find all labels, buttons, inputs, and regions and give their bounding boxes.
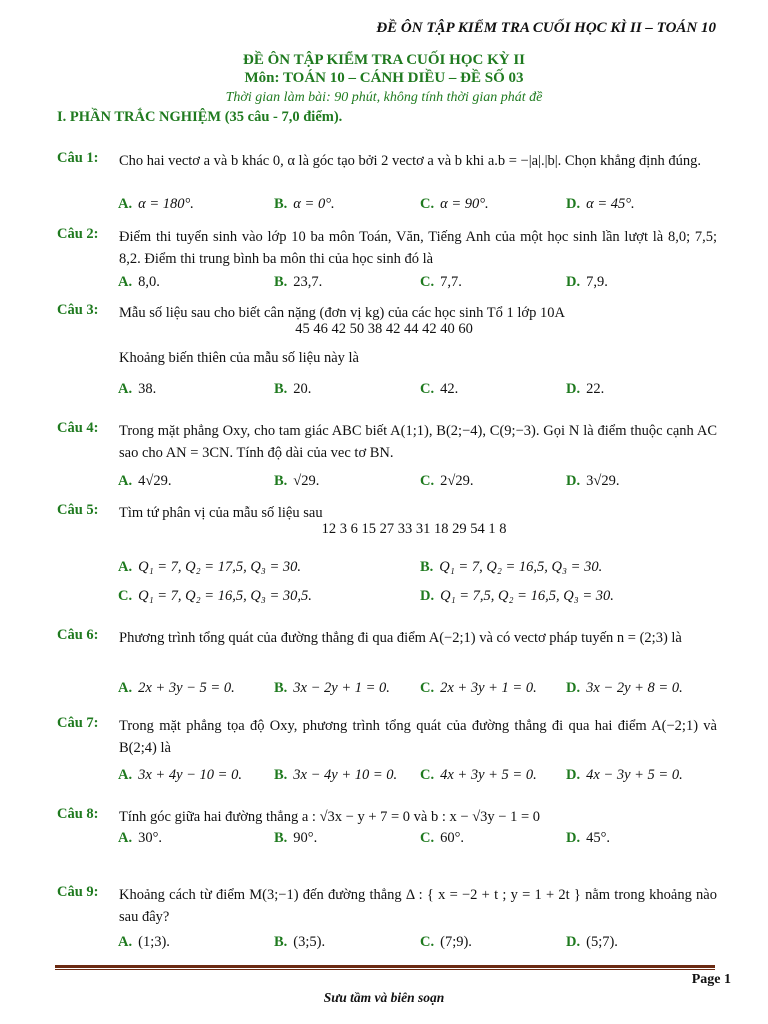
option-d[interactable]: D. α = 45°.	[566, 196, 635, 212]
question-number: Câu 4:	[57, 420, 99, 436]
option-a[interactable]: A. 3x + 4y − 10 = 0.	[118, 767, 242, 783]
page-number: Page 1	[691, 972, 731, 987]
option-c[interactable]: C. 2x + 3y + 1 = 0.	[420, 680, 537, 696]
exam-time: Thời gian làm bài: 90 phút, không tính thời gian phát đề	[225, 90, 543, 105]
option-b[interactable]: B. (3;5).	[274, 934, 326, 950]
question-number: Câu 1:	[57, 150, 99, 166]
option-d[interactable]: D. Q₁ = 7,5, Q₂ = 16,5, Q₃ = 30.	[420, 588, 614, 604]
question-number: Câu 2:	[57, 226, 99, 242]
question-text-2: Khoảng biến thiên của mẫu số liệu này là	[119, 350, 359, 366]
option-b[interactable]: B. Q₁ = 7, Q₂ = 16,5, Q₃ = 30.	[420, 559, 603, 575]
question-number: Câu 5:	[57, 502, 99, 518]
question-text: Cho hai vectơ a và b khác 0, α là góc tạo bởi 2 vectơ a và b khi a.b = −|a|.|b|. Chọn khẳng định đúng.	[119, 153, 702, 169]
question-text: Khoảng cách từ điểm M(3;−1) đến đường thẳng Δ : { x = −2 + t ; y = 1 + 2t } nằm trong khoảng nào sau đây?	[119, 887, 717, 925]
question-number: Câu 8:	[57, 806, 99, 822]
question-text: Mẫu số liệu sau cho biết cân nặng (đơn vị kg) của các học sinh Tổ 1 lớp 10A	[119, 305, 565, 321]
question-9	[57, 884, 717, 929]
exam-title: ĐỀ ÔN TẬP KIỂM TRA CUỐI HỌC KỲ II	[243, 52, 525, 68]
question-number: Câu 7:	[57, 715, 99, 731]
option-b[interactable]: B. √29.	[274, 473, 320, 489]
option-d[interactable]: D. 4x − 3y + 5 = 0.	[566, 767, 683, 783]
footer-divider	[55, 965, 715, 968]
option-b[interactable]: B. 20.	[274, 381, 312, 397]
question-6	[57, 627, 717, 672]
question-number: Câu 3:	[57, 302, 99, 318]
footer-divider-thin	[55, 969, 715, 970]
question-8	[57, 806, 717, 828]
option-d[interactable]: D. 3x − 2y + 8 = 0.	[566, 680, 683, 696]
option-a[interactable]: A. 2x + 3y − 5 = 0.	[118, 680, 235, 696]
question-number: Câu 9:	[57, 884, 99, 900]
option-a[interactable]: A. (1;3).	[118, 934, 170, 950]
question-7	[57, 715, 717, 760]
option-d[interactable]: D. 45°.	[566, 830, 611, 846]
running-header: ĐỀ ÔN TẬP KIỂM TRA CUỐI HỌC KÌ II – TOÁN 10	[376, 20, 716, 36]
option-a[interactable]: A. 4√29.	[118, 473, 172, 489]
option-c[interactable]: C. 60°.	[420, 830, 465, 846]
option-a[interactable]: A. 8,0.	[118, 274, 160, 290]
option-b[interactable]: B. α = 0°.	[274, 196, 335, 212]
option-b[interactable]: B. 90°.	[274, 830, 318, 846]
option-b[interactable]: B. 23,7.	[274, 274, 323, 290]
option-c[interactable]: C. (7;9).	[420, 934, 472, 950]
option-d[interactable]: D. 3√29.	[566, 473, 620, 489]
option-c[interactable]: C. 4x + 3y + 5 = 0.	[420, 767, 537, 783]
question-text: Điểm thi tuyển sinh vào lớp 10 ba môn Toán, Văn, Tiếng Anh của một học sinh lần lượt là 8,0; 7,5; 8,2. Điểm thi trung bình ba môn thi của học sinh đó là	[119, 229, 717, 267]
footer-credit: Sưu tầm và biên soạn	[323, 990, 445, 1005]
question-text: Trong mặt phẳng Oxy, cho tam giác ABC biết A(1;1), B(2;−4), C(9;−3). Gọi N là điểm thuộc cạnh AC sao cho AN = 3CN. Tính độ dài của vec tơ BN.	[119, 423, 717, 461]
question-4	[57, 420, 717, 465]
option-c[interactable]: C. α = 90°.	[420, 196, 489, 212]
option-d[interactable]: D. 22.	[566, 381, 605, 397]
option-a[interactable]: A. 38.	[118, 381, 157, 397]
question-number: Câu 6:	[57, 627, 99, 643]
option-b[interactable]: B. 3x − 2y + 1 = 0.	[274, 680, 390, 696]
data-sample: 12 3 6 15 27 33 31 18 29 54 1 8	[321, 521, 507, 537]
exam-subtitle: Môn: TOÁN 10 – CÁNH DIỀU – ĐỀ SỐ 03	[244, 70, 524, 86]
option-a[interactable]: A. 30°.	[118, 830, 163, 846]
option-c[interactable]: C. Q₁ = 7, Q₂ = 16,5, Q₃ = 30,5.	[118, 588, 312, 604]
option-a[interactable]: A. α = 180°.	[118, 196, 194, 212]
question-text: Trong mặt phẳng tọa độ Oxy, phương trình tổng quát của đường thẳng đi qua hai điểm A(−2;1) và B(2;4) là	[119, 718, 717, 756]
option-c[interactable]: C. 42.	[420, 381, 459, 397]
question-text: Phương trình tổng quát của đường thẳng đi qua điểm A(−2;1) và có vectơ pháp tuyến n = (2;3) là	[119, 630, 682, 646]
question-text: Tính góc giữa hai đường thẳng a : √3x − y + 7 = 0 và b : x − √3y − 1 = 0	[119, 809, 541, 825]
data-sample: 45 46 42 50 38 42 44 42 40 60	[295, 321, 473, 337]
option-d[interactable]: D. (5;7).	[566, 934, 618, 950]
question-2	[57, 226, 717, 271]
section-heading: I. PHẦN TRẮC NGHIỆM (35 câu - 7,0 điểm).	[57, 109, 343, 125]
question-text: Tìm tứ phân vị của mẫu số liệu sau	[119, 505, 323, 521]
option-d[interactable]: D. 7,9.	[566, 274, 608, 290]
option-c[interactable]: C. 2√29.	[420, 473, 474, 489]
option-b[interactable]: B. 3x − 4y + 10 = 0.	[274, 767, 398, 783]
option-c[interactable]: C. 7,7.	[420, 274, 462, 290]
option-a[interactable]: A. Q₁ = 7, Q₂ = 17,5, Q₃ = 30.	[118, 559, 302, 575]
